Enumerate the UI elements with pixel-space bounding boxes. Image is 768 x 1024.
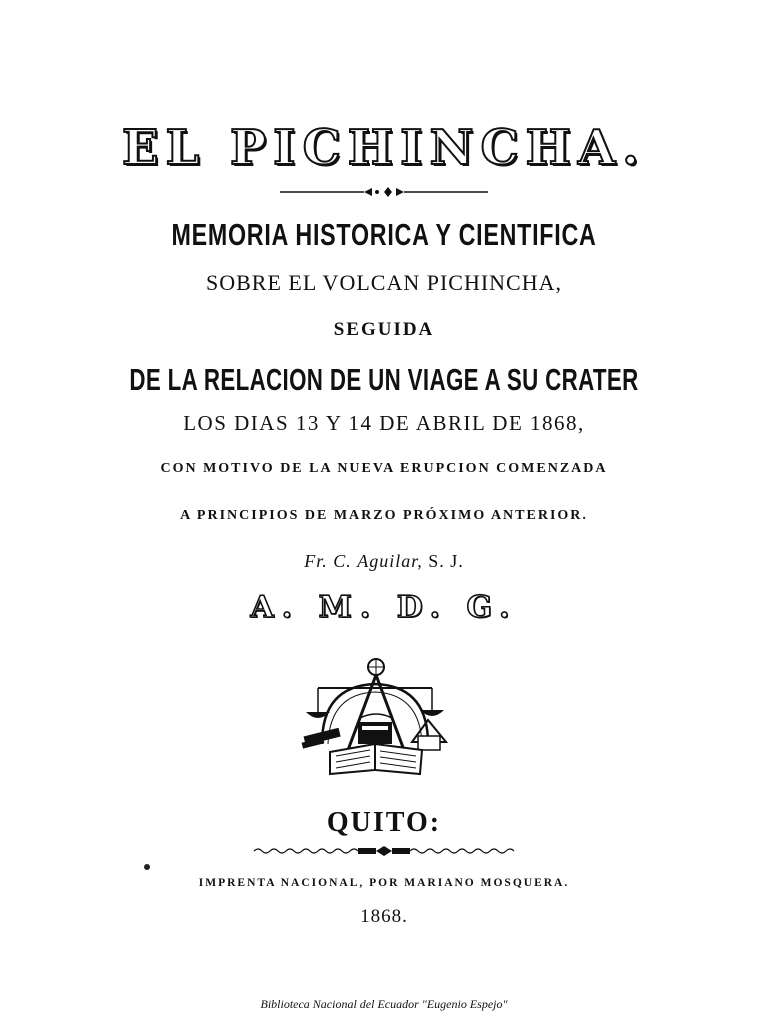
author-line bbox=[0, 548, 768, 574]
subtitle-memoria: MEMORIA HISTORICA Y CIENTIFICA bbox=[171, 217, 597, 252]
imprint-year: 1868. bbox=[360, 906, 408, 927]
scientific-instruments-emblem-icon bbox=[300, 652, 450, 776]
ornamental-rule-icon bbox=[278, 185, 490, 199]
author-surname: Aguilar, bbox=[357, 551, 423, 571]
subtitle-sobre-volcan: SOBRE EL VOLCAN PICHINCHA, bbox=[205, 270, 563, 295]
author-order: S. J. bbox=[428, 551, 464, 571]
subtitle-seguida: SEGUIDA bbox=[333, 319, 435, 340]
monogram-amdg: A. M. D. G. bbox=[250, 590, 518, 625]
imprint-city: QUITO: bbox=[326, 807, 442, 838]
author-initials: Fr. C. bbox=[304, 551, 352, 571]
subtitle-relacion-viage: DE LA RELACION DE UN VIAGE A SU CRATER bbox=[129, 362, 639, 397]
subtitle-dias-abril: LOS DIAS 13 Y 14 DE ABRIL DE 1868, bbox=[183, 411, 585, 435]
imprint-printer: IMPRENTA NACIONAL, POR MARIANO MOSQUERA. bbox=[198, 877, 570, 889]
subtitle-principios-marzo: A PRINCIPIOS DE MARZO PRÓXIMO ANTERIOR. bbox=[180, 508, 588, 523]
page-title: EL PICHINCHA. bbox=[122, 120, 646, 176]
library-credit: Biblioteca Nacional del Ecuador "Eugenio Espejo" bbox=[260, 997, 508, 1011]
ornamental-wavy-rule-icon bbox=[252, 844, 516, 858]
ink-speck bbox=[144, 864, 150, 870]
subtitle-motivo-erupcion: CON MOTIVO DE LA NUEVA ERUPCION COMENZADA bbox=[160, 461, 608, 476]
